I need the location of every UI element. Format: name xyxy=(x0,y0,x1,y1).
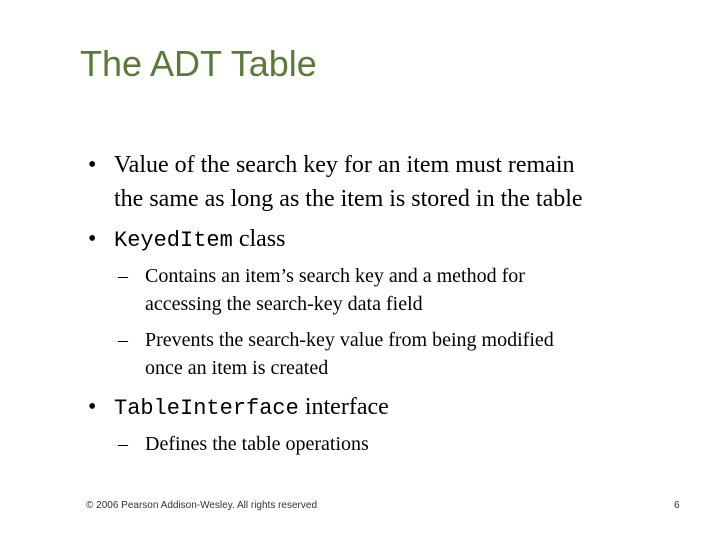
sub-bullet-2-1-line-1: Contains an item’s search key and a method for xyxy=(145,265,525,287)
slide-title: The ADT Table xyxy=(80,43,317,84)
bullet-1-line-2: the same as long as the item is stored in the table xyxy=(114,186,583,212)
bullet-1-line-1: Value of the search key for an item must remain xyxy=(114,152,575,178)
sub-bullet-2-2-line-1: Prevents the search-key value from being modified xyxy=(145,329,554,351)
sub-bullet-2-2-line-2: once an item is created xyxy=(145,357,329,379)
tableinterface-code: TableInterface xyxy=(114,396,299,421)
bullet-marker: • xyxy=(88,226,97,252)
bullet-marker: • xyxy=(88,394,97,420)
dash-marker: – xyxy=(118,329,128,351)
copyright-footer: © 2006 Pearson Addison-Wesley. All rights reserved xyxy=(86,500,318,511)
bullet-2-content xyxy=(114,222,285,258)
bullet-marker: • xyxy=(88,152,97,178)
bullet-3-suffix: interface xyxy=(298,394,389,420)
keyeditem-code: KeyedItem xyxy=(114,228,233,253)
dash-marker: – xyxy=(118,433,128,455)
sub-bullet-3-1-line-1: Defines the table operations xyxy=(145,433,369,455)
bullet-3-content xyxy=(114,390,389,426)
dash-marker: – xyxy=(118,265,128,287)
page-number: 6 xyxy=(674,500,680,511)
sub-bullet-2-1-line-2: accessing the search-key data field xyxy=(145,293,423,315)
bullet-2-suffix: class xyxy=(232,226,286,252)
